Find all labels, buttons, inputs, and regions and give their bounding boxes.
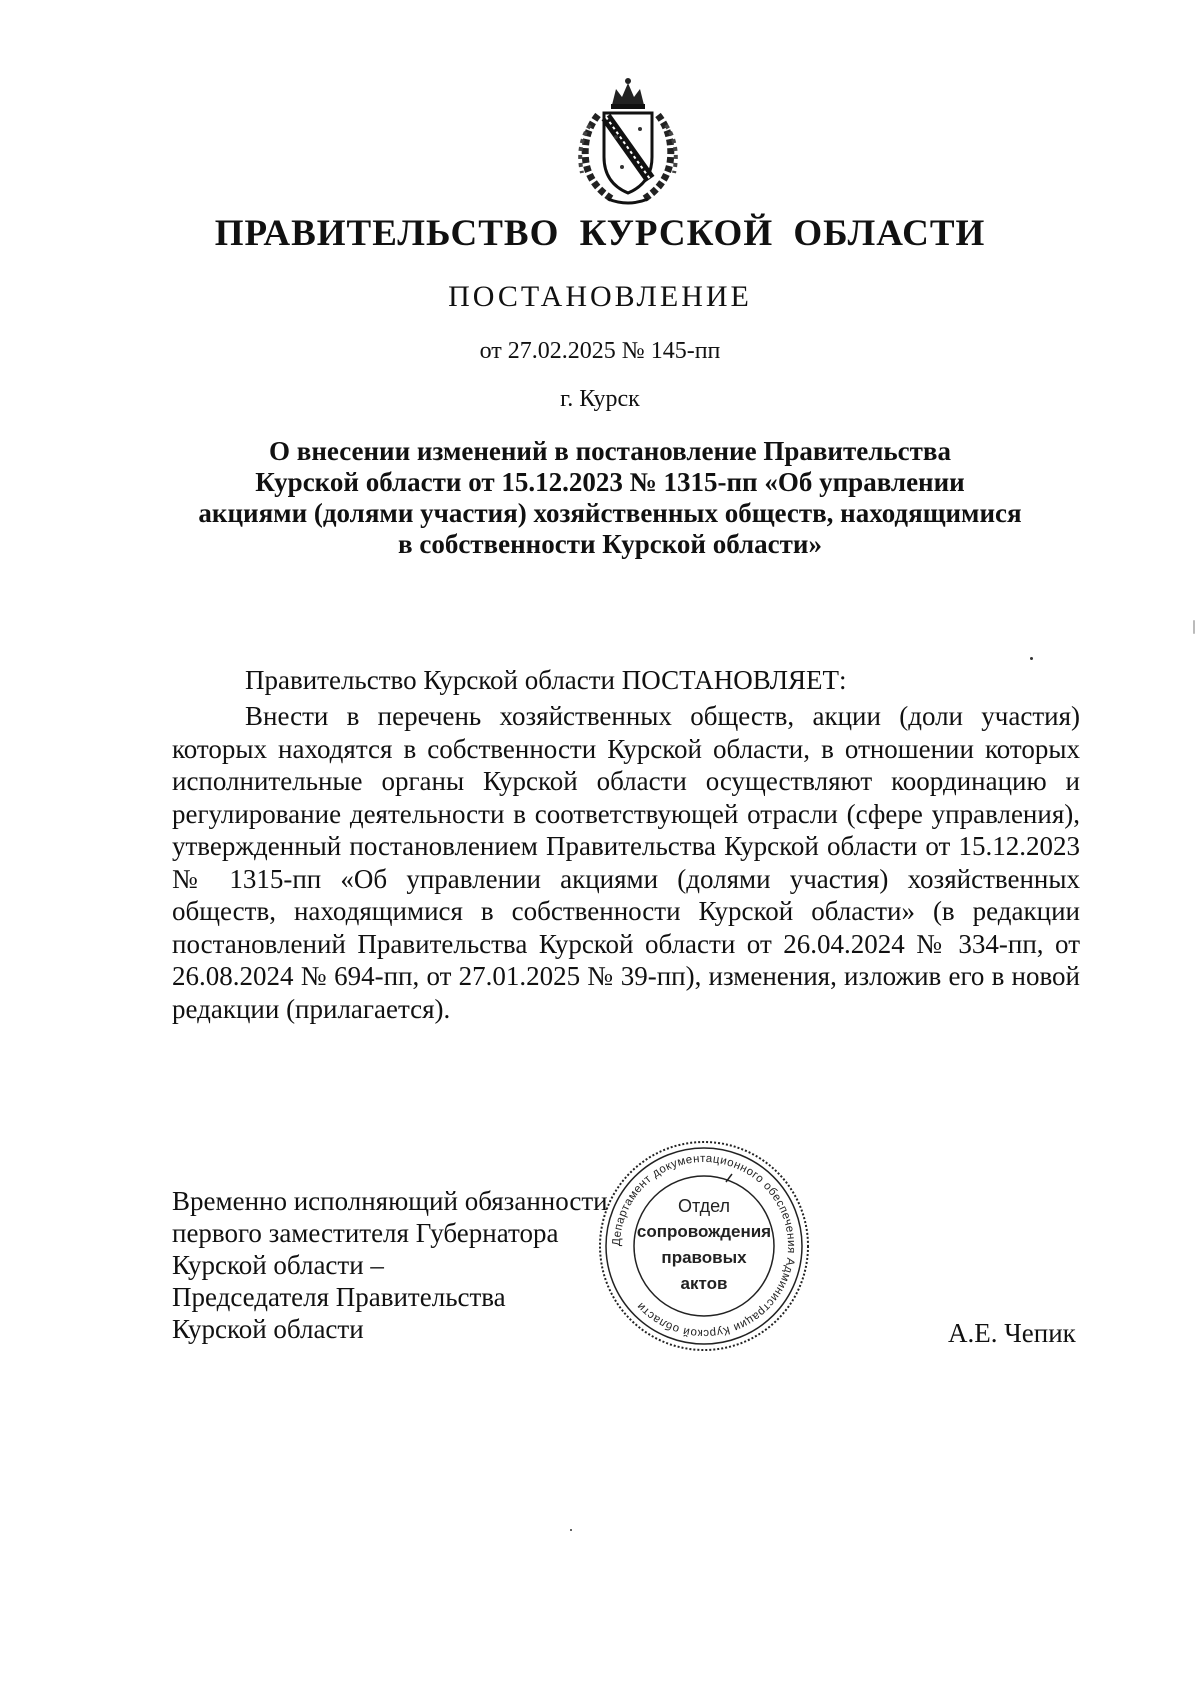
signatory-position [172, 1185, 608, 1345]
resolution-lead: Правительство Курской области ПОСТАНОВЛЯЕТ: [245, 665, 847, 695]
stamp-label: актов [680, 1274, 728, 1293]
document-city: г. Курск [560, 386, 640, 412]
signatory-line: первого заместителя Губернатора [172, 1218, 559, 1248]
signatory-line: Курской области – [172, 1250, 384, 1280]
signatory-line: Курской области [172, 1314, 364, 1344]
stamp-ring-text: Департамент документационного обеспечения Администрации Курской области [610, 1152, 798, 1340]
scan-speck [1193, 620, 1195, 634]
svg-text:Департамент документационного [611, 1153, 797, 1339]
scan-speck [570, 1529, 572, 1531]
subject-line: Курской области от 15.12.2023 № 1315-пп «Об управлении [255, 467, 965, 497]
government-title: ПРАВИТЕЛЬСТВО КУРСКОЙ ОБЛАСТИ [214, 213, 986, 254]
resolution-paragraph: Внести в перечень хозяйственных обществ, акции (доли участия) которых находятся в собственности Курской области, в отношении которых исполнительные органы Курской области осуществляют координацию и регулирование деятельности в соответствующей отрасли (сфере управления), утвержденный постановлением Правительства Курской области от 15.12.2023 № 1315-пп «Об управлении акциями (долями участия) хозяйственных обществ, находящимися в собственности Курской области» (в редакции постановлений Правительства Курской области от 26.04.2024 № 334-пп, от 26.08.2024 № 694-пп, от 27.01.2025 № 39-пп), изменения, изложив его в новой редакции (прилагается). [172, 701, 1080, 1024]
signer-name: А.Е. Чепик [948, 1318, 1076, 1348]
stamp-label: Отдел [677, 1196, 731, 1216]
stamp-label: правовых [661, 1248, 747, 1267]
subject-line: акциями (долями участия) хозяйственных обществ, находящимися [198, 498, 1022, 528]
document-type: ПОСТАНОВЛЕНИЕ [448, 280, 752, 313]
subject-line: О внесении изменений в постановление Правительства [269, 436, 951, 466]
scan-speck [1030, 657, 1033, 660]
stamp-label: сопровождения [636, 1222, 772, 1241]
coat-of-arms-icon [568, 75, 688, 210]
document-subject [170, 436, 1050, 560]
signatory-line: Председателя Правительства [172, 1282, 506, 1312]
document-date-number: от 27.02.2025 № 145-пп [479, 338, 721, 364]
subject-line: в собственности Курской области» [398, 529, 822, 559]
signatory-line: Временно исполняющий обязанности [172, 1186, 608, 1216]
office-stamp [596, 1138, 812, 1354]
